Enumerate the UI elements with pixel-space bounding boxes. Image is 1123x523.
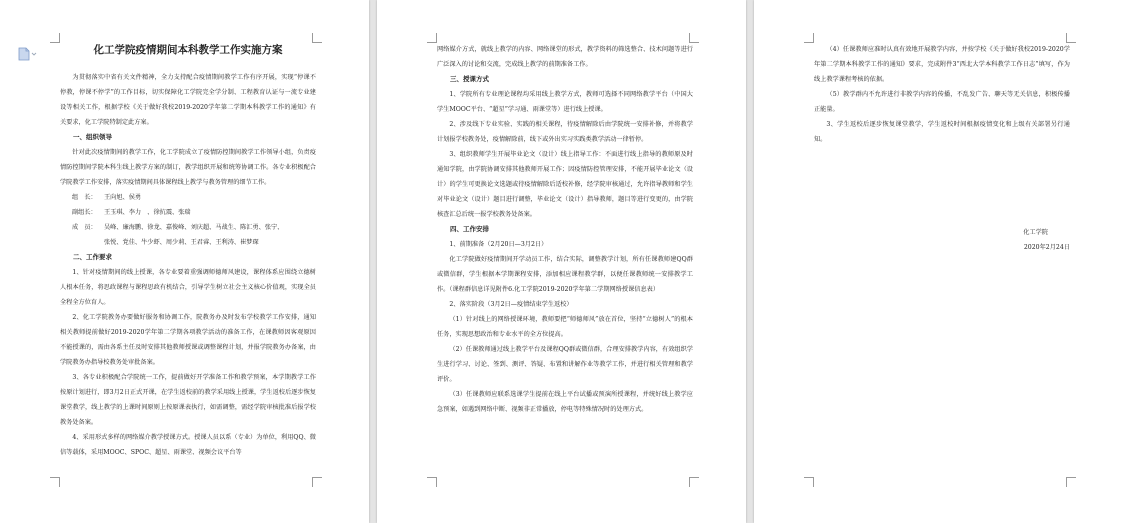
stage-paragraph: 3、学生返校后逐步恢复课堂教学，学生返校时间根据疫情变化和上级有关部署另行通知。 bbox=[814, 121, 1070, 143]
section-heading: 二、工作要求 bbox=[73, 252, 112, 261]
method-paragraph: 1、学院所有专业理论课程均采用线上教学方式，教师可选择不同网络教学平台（中国大学生MOOC平台、“超星”学习通、雨课堂等）进行线上授课。 bbox=[437, 91, 693, 113]
signature-org: 化工学院 bbox=[1023, 229, 1048, 236]
members-line bbox=[60, 220, 316, 235]
section-heading: 四、工作安排 bbox=[450, 225, 489, 233]
document-page-3 bbox=[754, 0, 1123, 523]
stage-paragraph: 化工学院做好疫情期间开学动员工作，结合实际，调整教学计划，所有任课教师建QQ群或微信群，学生根据本学期课程安排，添加相应课程教学群，以便任课教师统一安排教学工作。（课程群信息详见附件6.化工学院2019-2020学年第二学期网络授课信息表） bbox=[437, 256, 693, 293]
stage-paragraph: （1）针对线上的网络授课环境，教师要把“师德师风”放在首位，坚持“立德树人”的根本任务，实现思想政治和专业水平的全方位提高。 bbox=[437, 316, 693, 338]
crop-mark bbox=[312, 33, 322, 43]
continued-paragraph: 网络媒介方式，就线上教学的内容、网络课堂的形式，教学资料的筛选整合、技术问题等进行广泛深入的讨论和交流，完成线上教学的前期准备工作。 bbox=[437, 46, 693, 68]
crop-mark bbox=[312, 477, 322, 487]
crop-mark bbox=[50, 477, 60, 487]
org-paragraph: 针对此次疫情期间的教学工作，化工学院成立了疫情防控期间教学工作领导小组，负责疫情防控期间学院本科生线上教学方案的制订，教学组织开展和统筹协调工作。各专业积极配合学院教学工作安排，落实疫情期间具体课程线上教学与教务管理的细节工作。 bbox=[60, 148, 316, 186]
document-page-2 bbox=[377, 0, 746, 523]
document-page-1 bbox=[0, 0, 369, 523]
crop-mark bbox=[804, 33, 814, 43]
section-heading: 一、组织领导 bbox=[73, 132, 112, 141]
section-heading: 三、授课方式 bbox=[450, 75, 489, 83]
leader-names: 王向旭、侯勇 bbox=[104, 193, 142, 201]
requirement-paragraph: 2、化工学院教务办要做好服务和协调工作，院教务办及时发布学校教学工作安排，通知相关教师提前做好2019-2020学年第二学期各项教学活动的准备工作，在课教师因客观原因不能授课的，需由各系主任及时安排其他教师授课或调整课程计划，并报学院教务办备案，由学院教务办指导校教务处审批备案。 bbox=[60, 313, 316, 366]
crop-mark bbox=[689, 477, 699, 487]
crop-mark bbox=[1066, 477, 1076, 487]
leader-label: 组 长： bbox=[72, 193, 97, 201]
stage-heading: 2、落实阶段（3月2日—疫情结束学生返校） bbox=[449, 301, 573, 308]
stage-paragraph: （5）教学群内不允许进行非教学内容的传播，不乱发广告、聊天等无关信息，积极传播正能量。 bbox=[814, 91, 1070, 113]
members-names-cont: 张悦、党佳、牛少虾、周少莉、王君睿、王利涛、崔梦琛 bbox=[104, 238, 259, 246]
method-paragraph: 3、组织教师学生开展毕业论文（设计）线上指导工作：不面进行线上指导的教师原及时通知学院，由学院协调安排其他教师开展工作；因疫情防控管理安排，不能开展毕业论文（设计）的学生可更换论文选题或待疫情解除后适校补修，经学院审核通过，允许指导教师和学生对毕业论文（设计）题目进行调整，毕业论文（设计）指导教师，题目等进行变更的，由学院核查汇总后统一报学校教务处备案。 bbox=[437, 151, 693, 218]
intro-paragraph: 为贯彻落实中省有关文件精神，全力支持配合疫情期间教学工作有序开展，实现“停课不停教，停课不停学”的工作目标，切实保障化工学院完全学分制、工程教育认证与一流专业建设等相关工作，根据学校《关于做好我校2019-2020学年第二学期本科教学工作的通知》有关要求，化工学院特制定此方案。 bbox=[60, 73, 316, 126]
document-icon[interactable] bbox=[18, 46, 38, 65]
leader-line bbox=[60, 190, 316, 205]
crop-mark bbox=[50, 33, 60, 43]
deputy-names: 王玉琪、李力 、徐抗震、张瑞 bbox=[104, 208, 191, 216]
document-title: 化工学院疫情期间本科教学工作实施方案 bbox=[93, 44, 283, 56]
spacer bbox=[814, 147, 1070, 225]
deputy-label: 副组长： bbox=[72, 208, 97, 216]
stage-heading: 1、前期准备（2月20日—3月2日） bbox=[449, 241, 548, 248]
signature-date: 2020年2月24日 bbox=[1023, 244, 1070, 251]
members-names: 吴峰、廉海鹏、徐龙、嘉俊峰、刘庆超、马战生、陈汇勇、张宁、 bbox=[104, 223, 284, 231]
requirement-paragraph: 1、针对疫情期间的线上授课，各专业要着重强调师德师风建设，课程体系应围绕立德树人根本任务，将思政课程与课程思政有机结合，引导学生树立社会主义核心价值观，实现全员全程全方位育人。 bbox=[60, 268, 316, 306]
crop-mark bbox=[427, 33, 437, 43]
deputy-line bbox=[60, 205, 316, 220]
stage-paragraph: （2）任课教师通过线上教学平台及课程QQ群或微信群，合理安排教学内容，有效组织学生进行学习、讨论、签到、测评、答疑、布置和讲解作业等教学工作，并进行相关管理和教学评价。 bbox=[437, 346, 693, 383]
stage-paragraph: （3）任课教师应联系选课学生提前在线上平台试播或预演所授课程，并统好线上教学应急预案，如遇到网络中断、视频非正常播放，停电等特殊情况时的处理方式。 bbox=[437, 391, 693, 413]
stage-paragraph: （4）任课教师应准时认真有效地开展教学内容，并按学校《关于做好我校2019-2020学年第二学期本科教学工作的通知》要求，完成附件3“西北大学本科教学工作日志”填写，作为线上教学课程考核的依据。 bbox=[814, 46, 1070, 83]
members-label: 成 员： bbox=[72, 223, 97, 231]
requirement-paragraph: 3、各专业积极配合学院统一工作，提前做好开学准备工作和教学预案，本学期教学工作按原计划进行，即3月2日正式开课，在学生返校前的教学采用线上授课，学生返校后逐步恢复课堂教学，线上教学的上课时间原则上按原课表执行，如需调整，需经学院审核批准后报学校教务处备案。 bbox=[60, 373, 316, 426]
crop-mark bbox=[804, 477, 814, 487]
requirement-paragraph: 4、采用形式多样的网络媒介教学授课方式。授课人员以系（专业）为单位，利用QQ、微信等载体，采用MOOC、SPOC、超星、雨课堂、视频会议平台等 bbox=[60, 433, 316, 456]
method-paragraph: 2、涉及线下专业实验、实践的相关课程，待疫情解除后由学院统一安排补修，并将教学计划报学校教务处，疫情解除前，线下或外出实习实践类教学活动一律暂停。 bbox=[437, 121, 693, 143]
crop-mark bbox=[427, 477, 437, 487]
